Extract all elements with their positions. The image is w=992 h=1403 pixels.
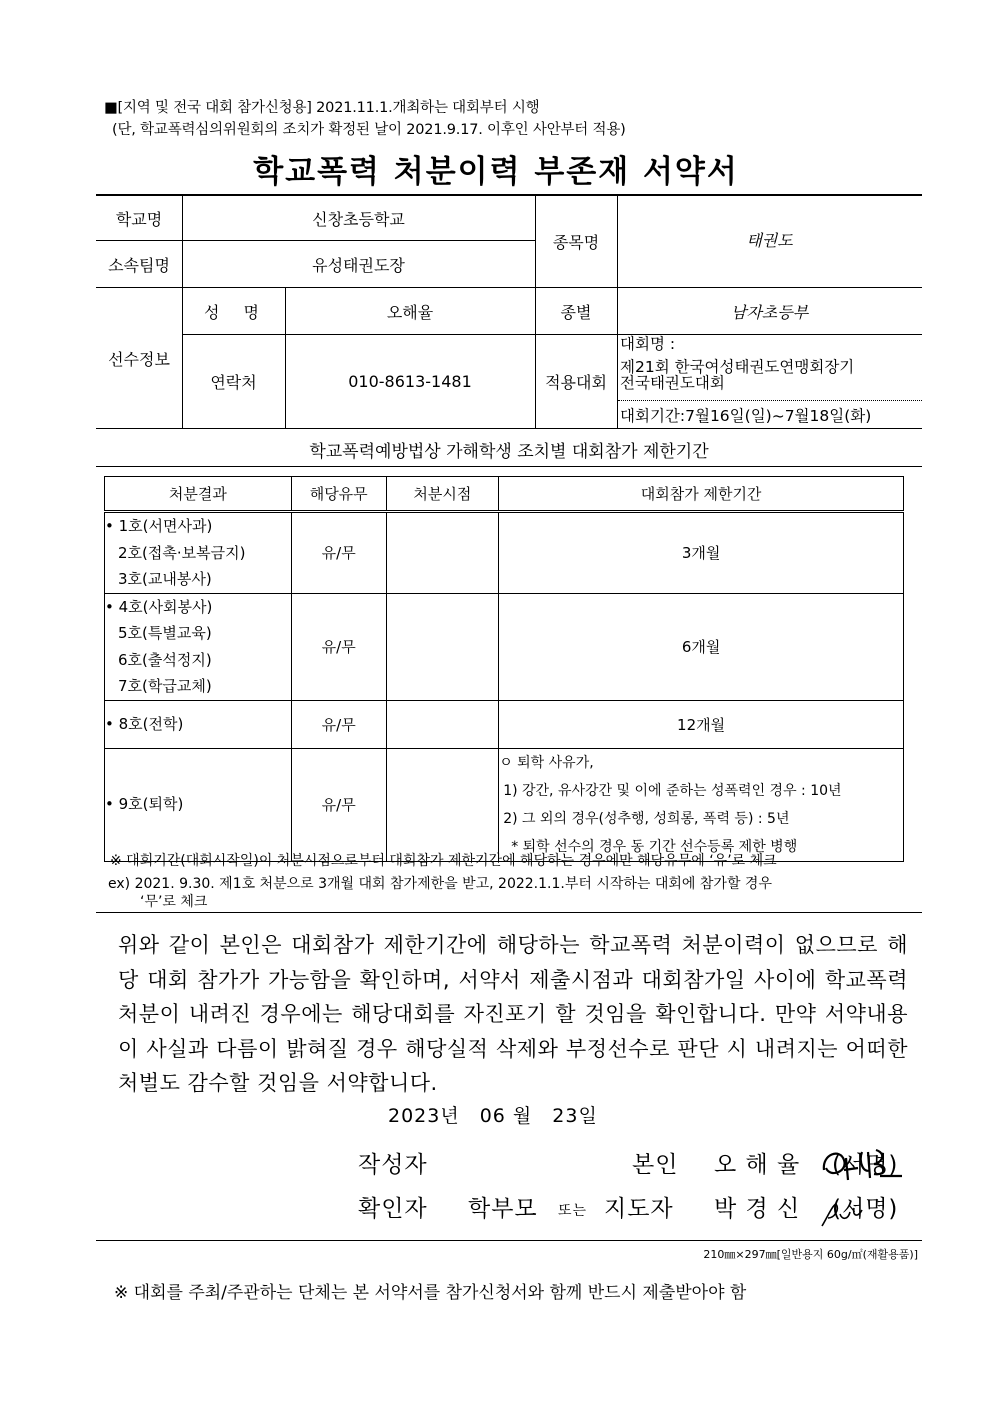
confirm-sign: (서명) xyxy=(832,1196,899,1222)
writer-role: 본인 xyxy=(632,1152,679,1178)
period-cell xyxy=(499,748,904,861)
category-label: 종별 xyxy=(560,302,592,322)
list-item: 3호(교내봉사) xyxy=(118,570,212,588)
footnote-rule xyxy=(96,912,922,913)
final-note: ※ 대회를 주최/주관하는 단체는 본 서약서를 참가신청서와 함께 반드시 제출받아야 함 xyxy=(114,1283,747,1303)
player-label: 선수정보 xyxy=(108,349,170,369)
list-item: • 8호(전학) xyxy=(105,714,184,733)
confirm-label: 확인자 xyxy=(358,1196,428,1222)
writer-signature-scribble xyxy=(818,1140,908,1184)
limits-header-row xyxy=(105,477,904,512)
header-applicable: 해당유무 xyxy=(291,477,386,512)
timing-cell[interactable] xyxy=(386,700,499,748)
footnote-1: ※ 대회기간(대회시작일)이 처분시점으로부터 대회참가 제한기간에 해당하는 경우에만 해당유무에 ‘유’로 체크 xyxy=(110,853,777,869)
confirm-name: 박 경 신 xyxy=(714,1196,801,1222)
table-row xyxy=(105,748,904,861)
period-cell: 6개월 xyxy=(499,593,904,700)
reason-line: * 퇴학 선수의 경우 동 기간 선수등록 제한 병행 xyxy=(511,838,798,855)
document-title: 학교폭력 처분이력 부존재 서약서 xyxy=(253,154,739,190)
list-item: 5호(특별교육) xyxy=(118,624,212,642)
team-value: 유성태권도장 xyxy=(312,255,405,275)
header-timing: 처분시점 xyxy=(386,477,499,512)
header-result: 처분결과 xyxy=(105,477,292,512)
event-period: 대회기간:7월16일(일)~7월18일(화) xyxy=(620,407,872,425)
header-period: 대회참가 제한기간 xyxy=(499,477,904,512)
contact-value: 010-8613-1481 xyxy=(348,372,472,391)
list-item: 6호(출석정지) xyxy=(118,650,212,669)
limits-subtitle: 학교폭력예방법상 가해학생 조치별 대회참가 제한기간 xyxy=(309,442,709,462)
reason-line: 2) 그 외의 경우(성추행, 성희롱, 폭력 등) : 5년 xyxy=(503,810,790,827)
check-cell: 유/무 xyxy=(291,593,386,700)
writer-label: 작성자 xyxy=(358,1152,428,1178)
sport-label: 종목명 xyxy=(552,233,600,252)
check-cell: 유/무 xyxy=(291,700,386,748)
sport-value: 태권도 xyxy=(746,231,793,250)
name-value: 오해율 xyxy=(386,302,434,322)
event-name-line1: 제21회 한국여성태권도연맹회장기 xyxy=(620,357,855,376)
category-value: 남자초등부 xyxy=(730,302,809,322)
confirm-role-coach: 지도자 xyxy=(604,1196,674,1222)
contact-label: 연락처 xyxy=(210,373,257,392)
pledge-date: 2023년 06 월 23일 xyxy=(388,1105,598,1127)
timing-cell[interactable] xyxy=(386,512,499,594)
table-row xyxy=(105,512,904,594)
header-note-1: ■[지역 및 전국 대회 참가신청용] 2021.11.1.개최하는 대회부터 시행 xyxy=(104,100,540,116)
period-cell: 12개월 xyxy=(499,700,904,748)
school-label: 학교명 xyxy=(115,209,163,229)
confirm-or: 또는 xyxy=(558,1203,588,1219)
event-name-label: 대회명 : xyxy=(620,335,676,353)
list-item: • 9호(퇴학) xyxy=(105,795,184,814)
table-row xyxy=(105,593,904,700)
pledge-text: 위와 같이 본인은 대회참가 제한기간에 해당하는 학교폭력 처분이력이 없으므로 해당 대회 참가가 가능함을 확인하며, 서약서 제출시점과 대회참가일 사이에 학교폭력 처분이 내려진 경우에는 해당대회를 자진포기 할 것임을 확인합니다. 만약 서약내용이 사실과 다름이 밝혀질 경우 해당실적 삭제와 부정선수로 판단 시 내려지는 어떠한 처벌도 감수할 것임을 서약합니다. xyxy=(118,933,908,1096)
footnote-3: ‘무’로 체크 xyxy=(140,894,208,910)
limits-table xyxy=(104,476,904,862)
school-value: 신창초등학교 xyxy=(312,209,405,229)
reason-line: 1) 강간, 유사강간 및 이에 준하는 성폭력인 경우 : 10년 xyxy=(503,782,842,799)
writer-name: 오 해 율 xyxy=(714,1152,801,1178)
list-item: 2호(접촉·보복금지) xyxy=(118,543,246,562)
event-name xyxy=(620,336,854,392)
check-cell: 유/무 xyxy=(291,512,386,594)
event-label: 적용대회 xyxy=(545,373,607,392)
subtitle-rule xyxy=(96,466,922,467)
timing-cell[interactable] xyxy=(386,748,499,861)
check-cell: 유/무 xyxy=(291,748,386,861)
name-label: 성 명 xyxy=(204,302,263,322)
team-label: 소속팀명 xyxy=(108,255,170,275)
event-name-line2: 전국태권도대회 xyxy=(620,374,725,392)
confirm-signature-scribble xyxy=(818,1196,878,1230)
footnote-2: ex) 2021. 9.30. 제1호 처분으로 3개월 대회 참가제한을 받고, 2022.1.1.부터 시작하는 대회에 참가할 경우 xyxy=(108,876,772,892)
confirm-role-parent: 학부모 xyxy=(468,1196,538,1222)
period-cell: 3개월 xyxy=(499,512,904,594)
writer-sign: (서명) xyxy=(832,1152,899,1178)
table-row xyxy=(105,700,904,748)
list-item: • 1호(서면사과) xyxy=(105,517,213,535)
header-note-2: (단, 학교폭력심의위원회의 조치가 확정된 날이 2021.9.17. 이후인 사안부터 적용) xyxy=(112,122,626,138)
list-item: 7호(학급교체) xyxy=(118,677,212,695)
reason-line: ㅇ 퇴학 사유가, xyxy=(499,754,594,771)
timing-cell[interactable] xyxy=(386,593,499,700)
paper-spec: 210㎜×297㎜[일반용지 60g/㎡(재활용품)] xyxy=(703,1248,918,1261)
list-item: • 4호(사회봉사) xyxy=(105,597,213,616)
footer-rule xyxy=(96,1240,922,1241)
